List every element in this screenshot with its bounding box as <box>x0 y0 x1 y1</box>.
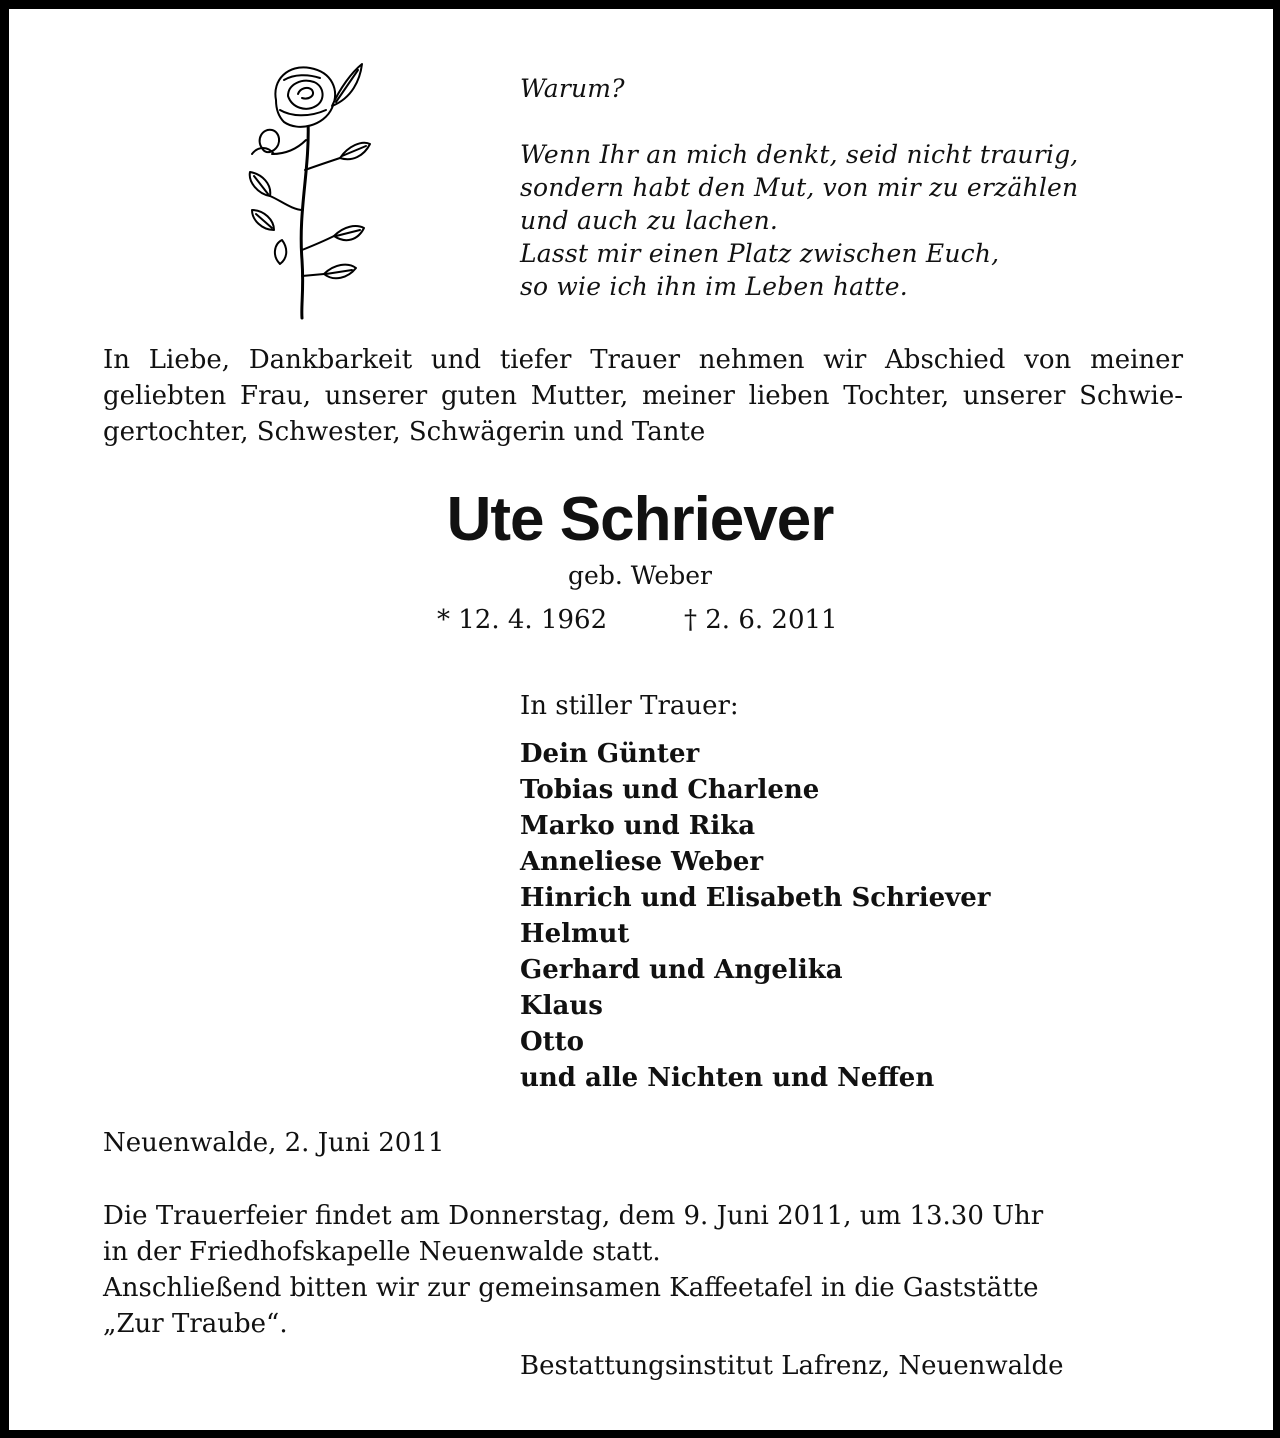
mourner-name: und alle Nichten und Neffen <box>520 1063 935 1093</box>
mourner-name: Klaus <box>520 991 603 1021</box>
death-date: † 2. 6. 2011 <box>684 605 838 635</box>
poem-title: Warum? <box>520 74 625 103</box>
funeral-info <box>103 1198 1043 1342</box>
mourner-name: Hinrich und Elisabeth Schriever <box>520 883 991 913</box>
place-date: Neuenwalde, 2. Juni 2011 <box>103 1128 445 1158</box>
funeral-line: in der Friedhofskapelle Neuenwalde statt. <box>103 1237 661 1267</box>
mourner-name: Anneliese Weber <box>520 847 764 877</box>
maiden-name: geb. Weber <box>568 561 712 590</box>
mourner-name: Tobias und Charlene <box>520 775 820 805</box>
undertaker: Bestattungsinstitut Lafrenz, Neuenwalde <box>520 1351 1064 1381</box>
funeral-line: Die Trauerfeier findet am Donnerstag, dem 9. Juni 2011, um 13.30 Uhr <box>103 1201 1044 1231</box>
poem-line: und auch zu lachen. <box>520 206 779 235</box>
intro-paragraph: In Liebe, Dankbarkeit und tiefer Trauer nehmen wir Abschied von meiner geliebten Frau, unserer guten Mutter, meiner lieben Tochter, unserer Schwie-gertochter, Schwester, Schwägerin und Tante <box>103 345 1183 447</box>
mourners-list <box>520 736 990 1096</box>
mourning-label: In stiller Trauer: <box>520 691 739 721</box>
mourner-name: Marko und Rika <box>520 811 756 841</box>
mourner-name: Dein Günter <box>520 739 700 769</box>
poem-line: Lasst mir einen Platz zwischen Euch, <box>520 239 1000 268</box>
birth-date: * 12. 4. 1962 <box>437 605 608 635</box>
poem-line: so wie ich ihn im Leben hatte. <box>520 272 908 301</box>
poem-line: sondern habt den Mut, von mir zu erzählen <box>520 173 1079 202</box>
poem-line: Wenn Ihr an mich denkt, seid nicht traurig, <box>520 140 1079 169</box>
deceased-name: Ute Schriever <box>446 485 834 554</box>
funeral-line: Anschließend bitten wir zur gemeinsamen Kaffeetafel in die Gaststätte <box>103 1273 1039 1303</box>
mourner-name: Helmut <box>520 919 630 949</box>
poem <box>520 72 1078 303</box>
mourner-name: Otto <box>520 1027 585 1057</box>
funeral-line: „Zur Traube“. <box>103 1309 288 1339</box>
rose-icon <box>228 50 378 322</box>
mourner-name: Gerhard und Angelika <box>520 955 843 985</box>
